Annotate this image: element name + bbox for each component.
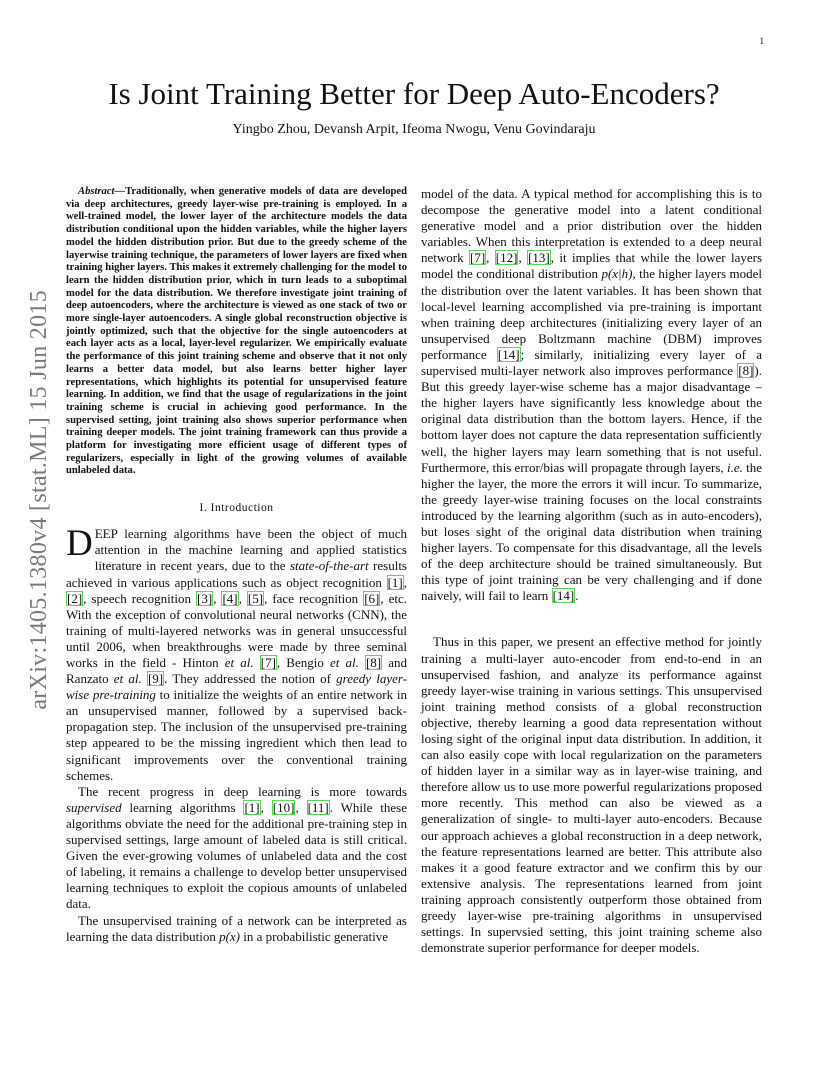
intro-text: , Bengio [276,655,330,671]
intro-emphasis: supervised [66,799,122,815]
math-expression: p(x) [219,928,241,944]
paper-authors: Yingbo Zhou, Devansh Arpit, Ifeoma Nwogu, Venu Govindaraju [232,122,596,137]
body-text: ; similarly, initializing every layer of a supervised multi-layer network also improves performance [421,346,762,379]
intro-text: learning algorithms [121,799,244,815]
abstract-text: —Traditionally, when generative models of data are developed via deep architectures, greedy layer-wise pre-training is employed. In a well-trained model, the lower layer of the architecture models the data distribution conditional upon the hidden variables, while the higher layers model the hidden distribution prior. But due to the greedy scheme of the layerwise training technique, the parameters of lower layers are fixed when training higher layers. This makes it extremely challenging for the model to learn the hidden distribution prior, which in turn leads to a suboptimal model for the data distribution. We therefore investigate joint training of deep autoencoders, where the architecture is viewed as one stack of two or more single-layer autoencoders. A single global reconstruction objective is jointly optimized, such that the objective for the single autoencoders at each layer acts as a local, layer-level regularizer. We empirically evaluate the performance of this joint training scheme and observe that it not only learns a better data model, but also learns better higher layer representations, which highlights its potential for unsupervised feature learning. In addition, we find that the usage of regularizations in the joint training scheme is crucial in achieving good performance. In the supervised setting, joint training also shows superior performance when training deeper models. The joint training framework can thus provide a platform for investigating more efficient usage of different types of regularizers, especially in light of the growing volumes of available unlabeled data. [66,186,407,477]
citation-link[interactable]: [1] [244,799,260,815]
arxiv-stamp [4,290,52,710]
section-heading-introduction: I. Introduction [199,502,274,515]
intro-emphasis: greedy layer-wise pre-training [66,671,408,703]
right-paragraph-2: Thus in this paper, we present an effective method for jointly training a multi-layer auto-encoder from end-to-end in an unsupervised fashion, and analyze its performance against greedy layer-wise training in various settings. This unsupervised joint training method consists of a global reconstruction objective, thereby learning a good data representation without losing sight of the original input data distribution. In addition, it can also easily cope with local regularization on the parameters of hidden layer in a similar way as in layer-wise training, and therefore allow us to use more powerful regularizations proposed more recently. This method can also be viewed as a generalization of single- to multi-layer auto-encoders. Because our approach achieves a global reconstruction in a deep network, the feature representations learned are better. This attribute also makes it a good feature extractor and we confirm this by our extensive analysis. The representations learned from joint training approach consistently outperform those obtained from greedy layer-wise pre-training algorithms in unsupervised settings. In supervsied setting, this joint training scheme also demonstrate superior performance for deeper models. [421,634,762,956]
citation-link[interactable]: [7] [260,655,276,671]
body-text: ). But this greedy layer-wise scheme has a major disadvantage – the higher layers have significantly less knowledge about the original data distribution than the bottom layers. Hence, if the bottom layer does not capture the data representation sufficiently well, the higher layers may learn something that is not useful. Furthermore, this error/bias will propagate through layers, [421,363,762,475]
citation-link[interactable]: [4] [222,590,238,606]
intro-text: , speech recognition [83,590,197,606]
separator: , [213,590,222,606]
math-expression: p(x|h) [601,266,633,282]
intro-emphasis: state-of-the-art [289,558,369,574]
citation-link[interactable]: [5] [247,590,264,606]
citation-link[interactable]: [10] [272,799,295,815]
citation-link[interactable]: [11] [307,799,329,815]
page-number: 1 [759,36,764,46]
intro-text: , etc. With the exception of convolutional neural networks (CNN), the training of multi-layered networks was in general unsuccessful until 2006, when breakthroughs were made by three seminal works in the field - Hinton [66,590,408,671]
citation-link[interactable]: [6] [364,590,380,606]
right-column [421,186,762,956]
body-text: the higher the layer, the more the errors it will incur. To summarize, the greedy layer-wise training focuses on the local constraints introduced by the learning algorithm (such as in auto-encoders), but loses sight of the original data distribution when training higher layers. To compensate for this disadvantage, all the levels of the deep architecture should be trained simultaneously. But this type of joint training can be very challenging and if done naively, will fail to learn [421,459,762,604]
intro-text: to initialize the weights of an entire network in an unsupervised manner, followed by a supervised back-propagation step. The inclusion of the unsupervised pre-training step appeared to be the missing ingredient which then lead to significant improvements over the conventional training schemes. [66,687,407,783]
separator: , [518,250,528,266]
citation-link[interactable]: [2] [67,590,83,606]
citation-link[interactable]: [13] [528,250,550,266]
intro-text: results achieved in various applications such as object recognition [66,558,407,590]
citation-link[interactable]: [7] [469,250,486,266]
intro-text: The recent progress in deep learning is more towards [78,783,407,799]
intro-text: . While these algorithms obviate the need for the additional pre-training step in supervised settings, large amount of labeled data is still critical. Given the ever-growing volumes of unlabeled data and the cost of labeling, it remains a challenge to develop better unsupervised learning techniques to exploit the copious amounts of unlabeled data. [66,799,408,912]
citation-link[interactable]: [12] [495,250,518,266]
citation-link[interactable]: [3] [197,590,213,606]
body-text: , it implies that while the lower layers model the conditional distribution [421,250,762,282]
body-text: model of the data. A typical method for accomplishing this is to decompose the generative model into a latent conditional generative model and a prior distribution over the hidden variables. When this interpretation is extended to a deep neural network [421,186,762,266]
separator [254,655,260,670]
intro-paragraph-2 [66,784,407,913]
intro-text: and Ranzato [66,655,408,687]
body-emphasis: i.e. [726,459,743,475]
body-text: , the higher layers model the distribution over the latent variables. It has been shown that local-level learning accomplished via pre-training is important when training deep architectures (initializing every layer of an unsupervised deep Boltzmann machine (DBM) improves performance [421,266,762,362]
arxiv-stamp-text: arXiv:1405.1380v4 [stat.ML] 15 Jun 2015 [26,290,52,710]
citation-link[interactable]: [9] [147,671,164,687]
separator: , [260,799,272,815]
body-text: . [575,588,579,604]
intro-text: The unsupervised training of a network can be interpreted as learning the data distribution [66,912,407,944]
intro-text: , face recognition [264,590,364,606]
abstract-label: Abstract [78,186,115,197]
separator: , [238,590,247,606]
intro-text: EEP learning algorithms have been the object of much attention in the machine learning and applied statistics literature in recent years, due to the [94,526,407,574]
drop-cap: D [66,523,93,565]
intro-emphasis: et al. [224,655,254,671]
intro-paragraph-1 [66,523,408,784]
paragraph-gap [421,604,762,634]
intro-text: in a probabilistic generative [240,928,389,944]
separator: , [486,250,495,266]
separator: , [403,574,407,590]
citation-link[interactable]: [8] [365,655,382,671]
intro-paragraph-3 [66,913,407,945]
intro-emphasis: et al. [329,655,359,671]
intro-emphasis: et al. [113,671,142,687]
abstract [66,186,407,478]
separator: , [295,799,307,815]
left-column [66,186,407,945]
citation-link[interactable]: [14] [552,588,575,604]
right-paragraph-1 [421,186,762,604]
paper-title: Is Joint Training Better for Deep Auto-Encoders? [108,76,720,111]
citation-link[interactable]: [1] [387,574,403,590]
citation-link[interactable]: [8] [738,363,754,379]
citation-link[interactable]: [14] [497,346,520,362]
intro-text: . They addressed the notion of [164,671,337,687]
